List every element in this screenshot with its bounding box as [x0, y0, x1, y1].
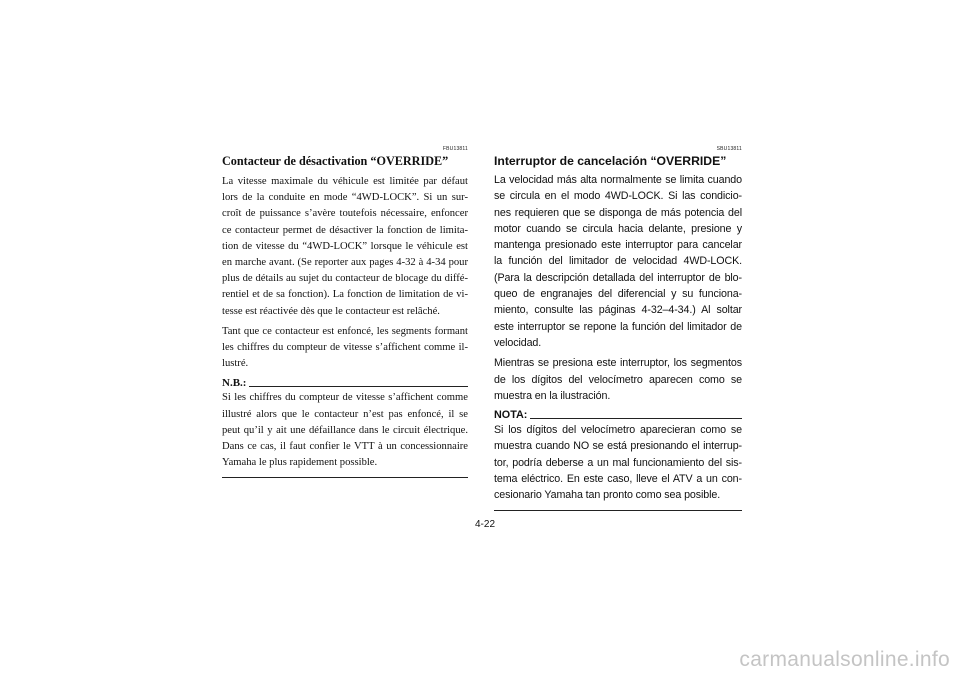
note-rule: [530, 418, 742, 419]
note-rule: [249, 386, 468, 387]
note-label: NOTA:: [494, 409, 528, 422]
section-title: Contacteur de désactivation “OVERRIDE”: [222, 154, 449, 168]
section-code: FBU13811: [442, 146, 468, 152]
note-label: N.B.:: [222, 377, 247, 390]
watermark: carmanualsonline.info: [739, 648, 950, 671]
note-text: Si los dígitos del velocímetro aparecieran como se muestra cuando NO se está presionando el interrup-tor, podría deberse a un mal funcionamiento del sis-tema eléctrico. En este caso, lleve el ATV a un con-cesionario Yamaha tan pronto como sea posible.: [494, 424, 742, 502]
section-code: SBU13811: [716, 146, 742, 152]
french-column: [222, 146, 468, 478]
note-header: [222, 376, 468, 390]
paragraph-1: La vitesse maximale du véhicule est limitée par défaut lors de la conduite en mode “4WD-LOCK”. Si un sur-croît de puissance s’avère toutefois nécessaire, enfoncer ce contacteur permet de désactiver la fonction de limita-tion de vitesse du “4WD-LOCK” lorsque le véhicule est en marche avant. (Se reporter aux pages 4-32 à 4-34 pour plus de détails au sujet du contacteur de blocage du diffé-rentiel et de sa fonction). La fonction de limitation de vi-tesse est réactivée dès que le contacteur est relâché.: [222, 176, 468, 317]
spanish-column: [494, 146, 742, 511]
page-number: 4-22: [474, 519, 495, 530]
paragraph-2: Mientras se presiona este interruptor, los segmentos de los dígitos del velocímetro aparecen como se muestra en la ilustración.: [494, 357, 742, 402]
note-text: Si les chiffres du compteur de vitesse s’affichent comme illustré alors que le contacteur n’est pas enfoncé, il se peut qu’il y ait une défaillance dans le circuit électrique. Dans ce cas, il faut confier le VTT à un concessionnaire Yamaha le plus rapidement possible.: [222, 392, 468, 469]
note-end-rule: [494, 510, 742, 511]
paragraph-2: Tant que ce contacteur est enfoncé, les segments formant les chiffres du compteur de vitesse s’affichent comme il-lustré.: [222, 325, 468, 370]
note-end-rule: [222, 477, 468, 478]
section-title: Interruptor de cancelación “OVERRIDE”: [494, 154, 727, 168]
paragraph-1: La velocidad más alta normalmente se limita cuando se circula en el modo 4WD-LOCK. Si las condicio-nes requieren que se disponga de más potencia del motor cuando se circula hacia delante, presione y mantenga presionado este interruptor para cancelar la función del limitador de velocidad 4WD-LOCK. (Para la descripción detallada del interruptor de blo-queo de engranajes del diferencial y su funciona-miento, consulte las páginas 4-32–4-34.) Al soltar este interruptor se repone la función del limitador de velocidad.: [494, 174, 742, 349]
note-header: [494, 408, 742, 422]
